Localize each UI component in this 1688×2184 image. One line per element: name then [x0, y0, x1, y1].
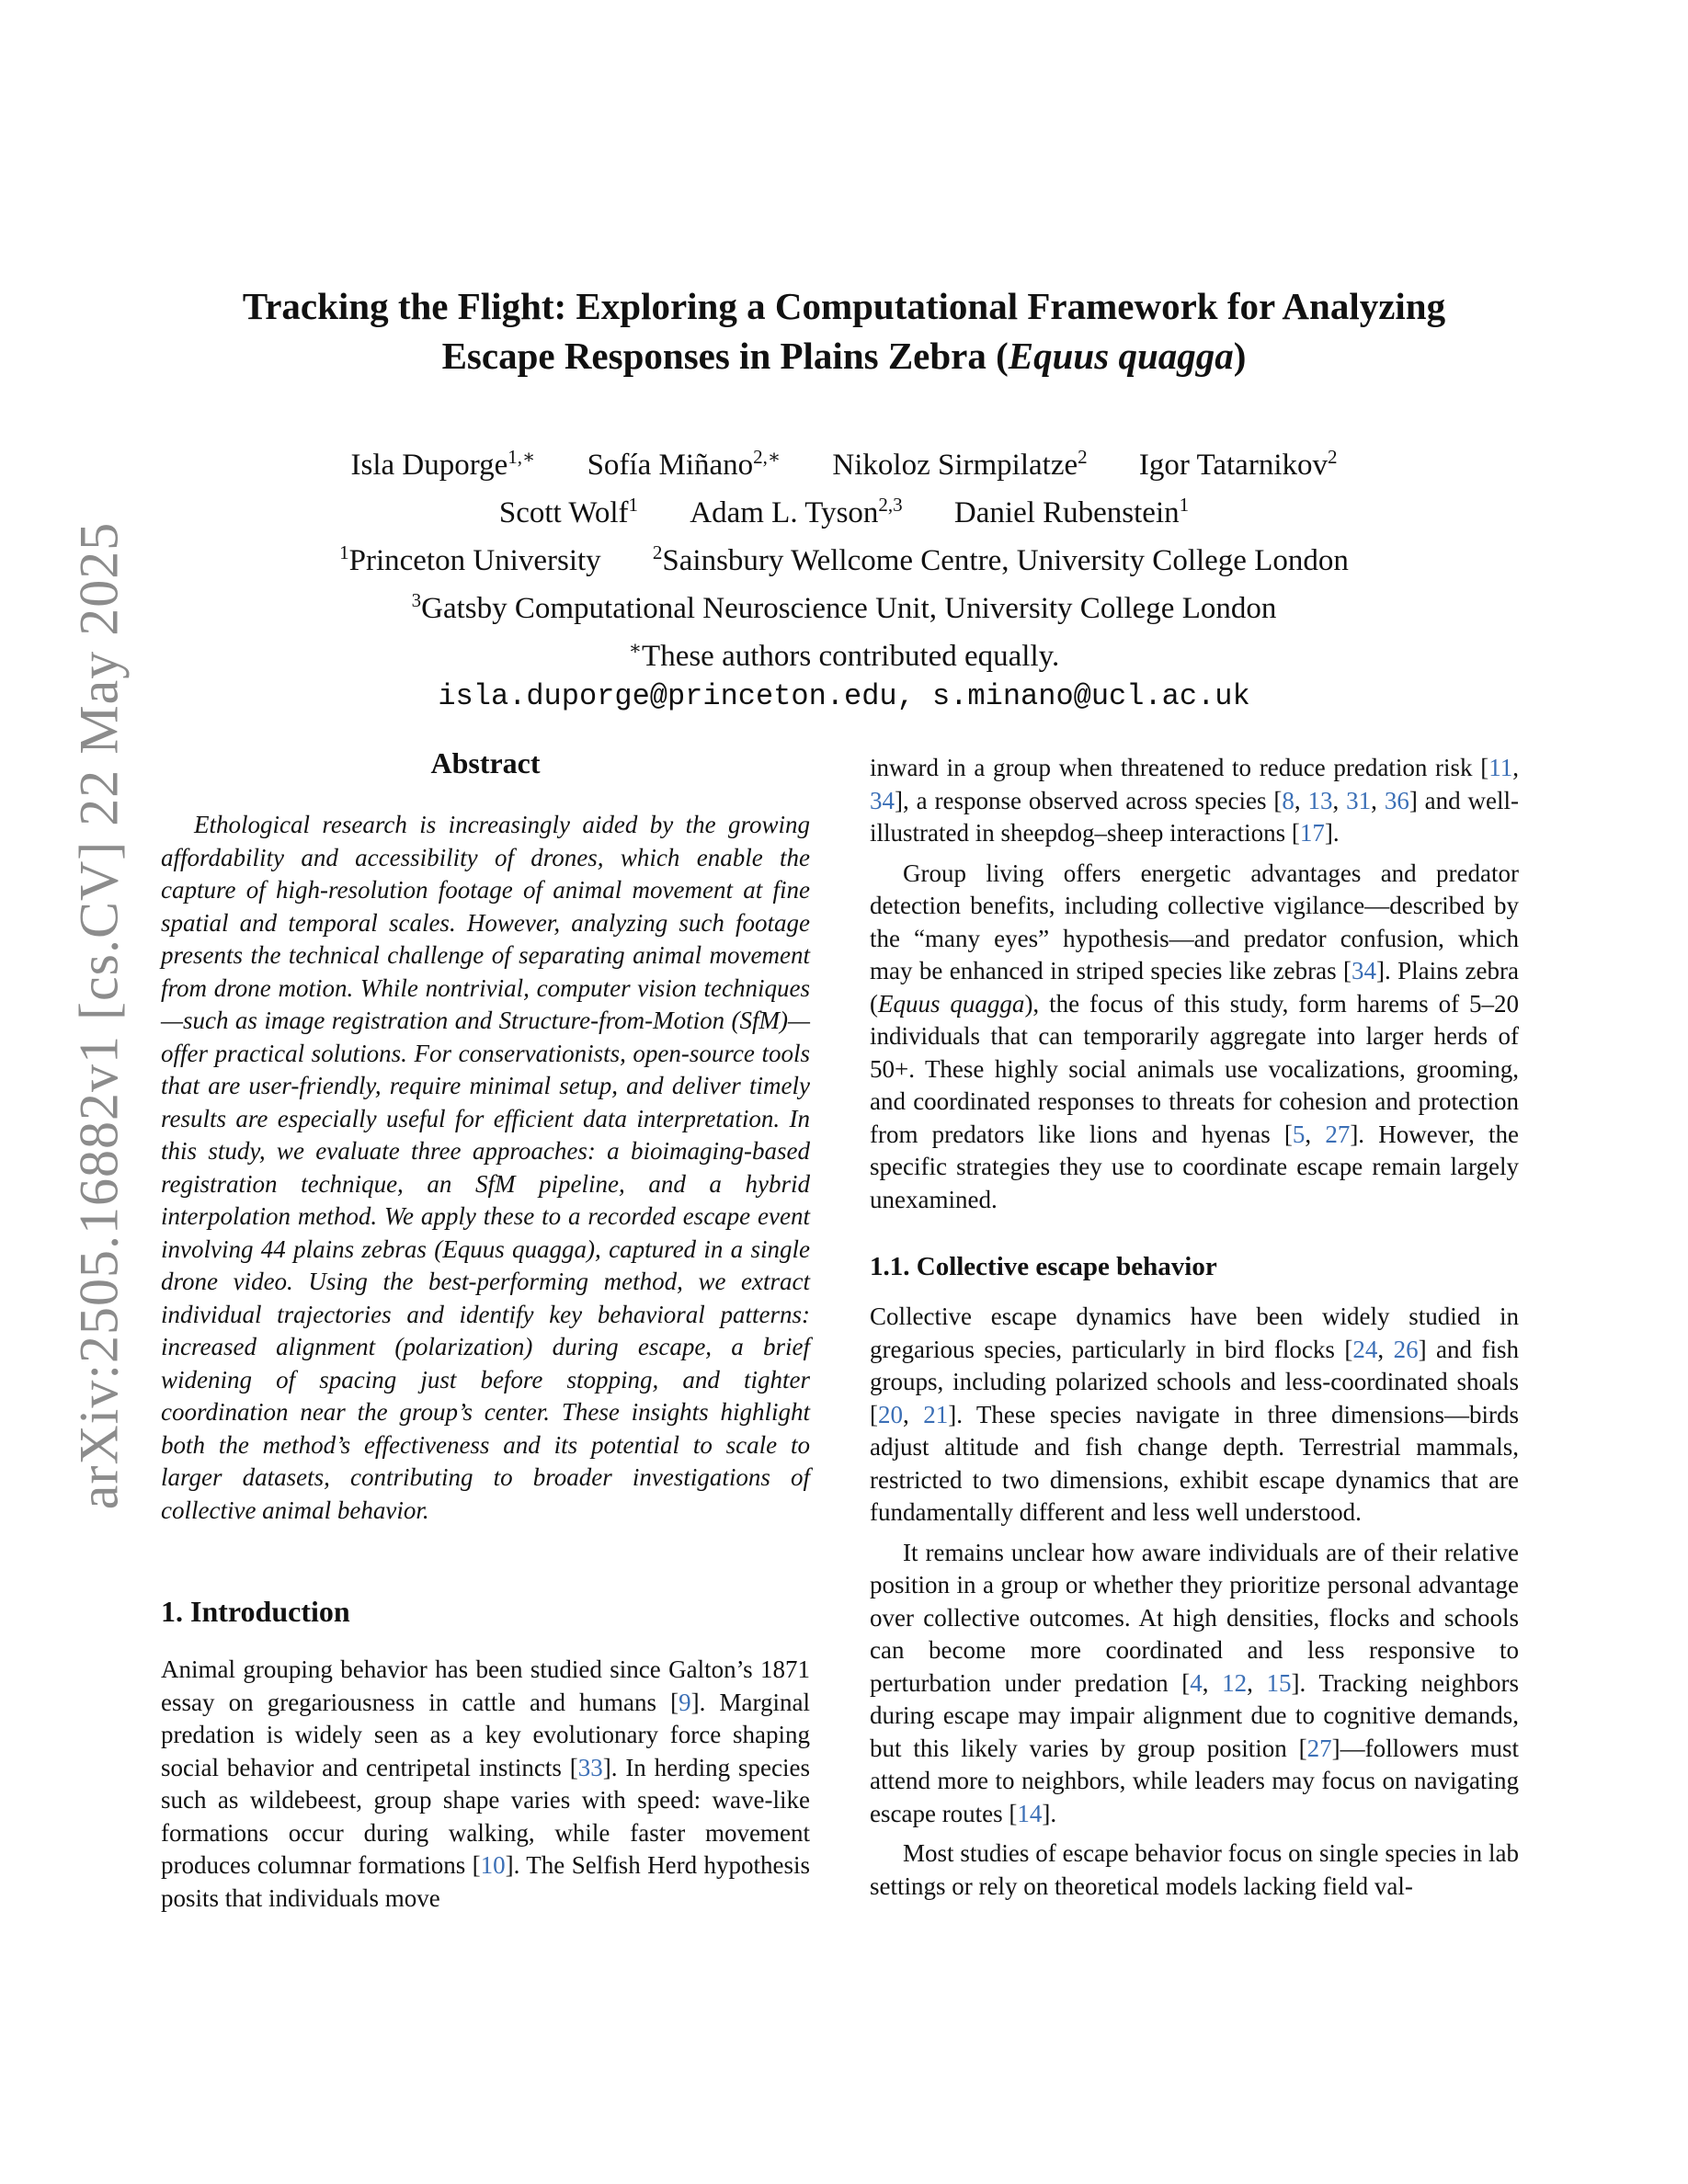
author-emails: isla.duporge@princeton.edu, s.minano@ucl.ac.uk: [438, 679, 1250, 713]
citation-link[interactable]: 34: [1352, 957, 1376, 984]
citation-link[interactable]: 24: [1352, 1335, 1378, 1363]
abstract-text: Ethological research is increasingly aided by the growing affordability and accessibility of drones, which enable the capture of high-resolution footage of animal movement at fine spatial and temporal scales. However, analyzing such footage presents the technical challenge of separating animal movement from drone motion. While nontrivial, computer vision techniques—such as image registration and Structure-from-Motion (SfM)—offer practical solutions. For conservationists, open-source tools that are user-friendly, require minimal setup, and deliver timely results are especially useful for efficient data interpretation. In this study, we evaluate three approaches: a bioimaging-based registration technique, an SfM pipeline, and a hybrid interpolation method. We apply these to a recorded escape event involving 44 plains zebras (Equus quagga), captured in a single drone video. Using the best-performing method, we extract individual trajectories and identify key behavioral patterns: increased alignment (polarization) during escape, a brief widening of spacing just before stopping, and tighter coordination near the group’s center. These insights highlight both the method’s effectiveness and its potential to scale to larger datasets, contributing to broader investigations of collective animal behavior.: [161, 811, 810, 1524]
citation-link[interactable]: 4: [1190, 1668, 1203, 1697]
citation-link[interactable]: 31: [1346, 786, 1372, 814]
equal-contribution-note: ∗These authors contributed equally.: [628, 637, 1060, 673]
citation-link[interactable]: 15: [1266, 1668, 1292, 1697]
citation-link[interactable]: 20: [878, 1400, 903, 1428]
author: Daniel Rubenstein$^1$: [953, 494, 1190, 529]
citation-link[interactable]: 12: [1222, 1668, 1248, 1697]
citation-link[interactable]: 13: [1307, 786, 1333, 814]
citation-link[interactable]: 8: [1282, 786, 1295, 814]
abstract-heading: Abstract: [430, 746, 541, 779]
left-column: [161, 745, 810, 1915]
arxiv-identifier-stamp: arXiv:2505.16882v1 [cs.CV] 22 May 2025: [68, 521, 130, 1510]
author: Adam L. Tyson$^{2,3}$: [690, 494, 903, 529]
author: Isla Duporge$^{1,∗}$: [350, 446, 536, 482]
citation-link[interactable]: 14: [1017, 1799, 1043, 1827]
title-line-2: [165, 331, 1523, 381]
author: Nikoloz Sirmpilatze$^2$: [832, 446, 1088, 482]
citation-link[interactable]: 21: [923, 1400, 949, 1428]
title-species-name: Equus quagga: [1008, 335, 1234, 377]
subsection-heading: 1.1. Collective escape behavior: [870, 1252, 1217, 1281]
subsection-paragraph-2: It remains unclear how aware individuals are of their relative position in a group or whether they prioritize personal advantage over collective outcomes. At high densities, flocks and schools can become more coordinated and less responsive to perturbation under predation [4, 12, 15]. Tracking neighbors during escape may impair alignment due to cognitive demands, but this likely varies by group position [27]—followers must attend more to neighbors, while leaders may focus on navigating escape routes [14].: [870, 1538, 1520, 1827]
title-line-1: Tracking the Flight: Exploring a Computational Framework for Analyzing: [242, 285, 1446, 327]
citation-link[interactable]: 10: [480, 1851, 506, 1879]
subsection-paragraph-1: Collective escape dynamics have been widely studied in gregarious species, particularly in bird flocks [24, 26] and fish groups, including polarized schools and less-coordinated shoals [20, 21]. These species navigate in three dimensions—birds adjust altitude and fish change depth. Terrestrial mammals, restricted to two dimensions, exhibit escape dynamics that are fundamentally different and less well understood.: [870, 1302, 1520, 1526]
title-line-2-close: ): [1233, 335, 1247, 377]
affiliation: $^1$Princeton University: [339, 541, 601, 577]
intro-paragraph-2: Group living offers energetic advantages and predator detection benefits, including collective vigilance—described by the “many eyes” hypothesis—and predator confusion, which may be enhanced in striped species like zebras [34]. Plains zebra (Equus quagga), the focus of this study, form harems of 5–20 individuals that can temporarily aggregate into larger herds of 50+. These highly social animals use vocalizations, grooming, and coordinated responses to threats for cohesion and protection from predators like lions and hyenas [5, 27]. However, the specific strategies they use to coordinate escape remain largely unexamined.: [870, 859, 1519, 1213]
subsection-paragraph-3: Most studies of escape behavior focus on single species in lab settings or rely on theoretical models lacking field val-: [870, 1839, 1519, 1900]
citation-link[interactable]: 34: [870, 786, 895, 814]
affiliation-line-1: [147, 533, 1541, 581]
affiliation: $^3$Gatsby Computational Neuroscience Unit, University College London: [411, 589, 1277, 625]
citation-link[interactable]: 9: [679, 1688, 691, 1716]
author-line-1: [147, 438, 1541, 485]
introduction-heading: 1. Introduction: [161, 1595, 350, 1628]
citation-link[interactable]: 36: [1384, 786, 1409, 814]
citation-link[interactable]: 33: [577, 1753, 603, 1781]
author: Sofía Miñano$^{2,∗}$: [587, 446, 781, 482]
citation-link[interactable]: 11: [1488, 754, 1513, 781]
affiliation-line-2: [147, 581, 1541, 629]
citation-link[interactable]: 27: [1325, 1120, 1351, 1148]
author: Igor Tatarnikov$^2$: [1138, 446, 1338, 482]
citation-link[interactable]: 26: [1393, 1335, 1419, 1363]
author-block: [147, 438, 1541, 716]
intro-paragraph-1-continued: inward in a group when threatened to reduce predation risk [11, 34], a response observed across species [8, 13, 31, 36] and well-illustrated in sheepdog–sheep interactions [17].: [870, 754, 1520, 847]
affiliation: $^2$Sainsbury Wellcome Centre, University College London: [652, 541, 1349, 577]
citation-link[interactable]: 27: [1306, 1734, 1332, 1762]
intro-paragraph-1: Animal grouping behavior has been studied since Galton’s 1871 essay on gregariousness in cattle and humans [9]. Marginal predation is widely seen as a key evolutionary force shaping social behavior and centripetal instincts [33]. In herding species such as wildebeest, group shape varies with speed: wave-like formations occur during walking, while faster movement produces columnar formations [10]. The Selfish Herd hypothesis posits that individuals move: [161, 1655, 810, 1912]
author: Scott Wolf$^1$: [498, 494, 639, 529]
citation-link[interactable]: 5: [1292, 1120, 1306, 1148]
citation-link[interactable]: 17: [1299, 819, 1325, 847]
author-line-2: [147, 485, 1541, 533]
right-column: [870, 752, 1519, 1903]
paper-title: [165, 281, 1523, 381]
title-line-2-text: Escape Responses in Plains Zebra (: [441, 335, 1009, 377]
